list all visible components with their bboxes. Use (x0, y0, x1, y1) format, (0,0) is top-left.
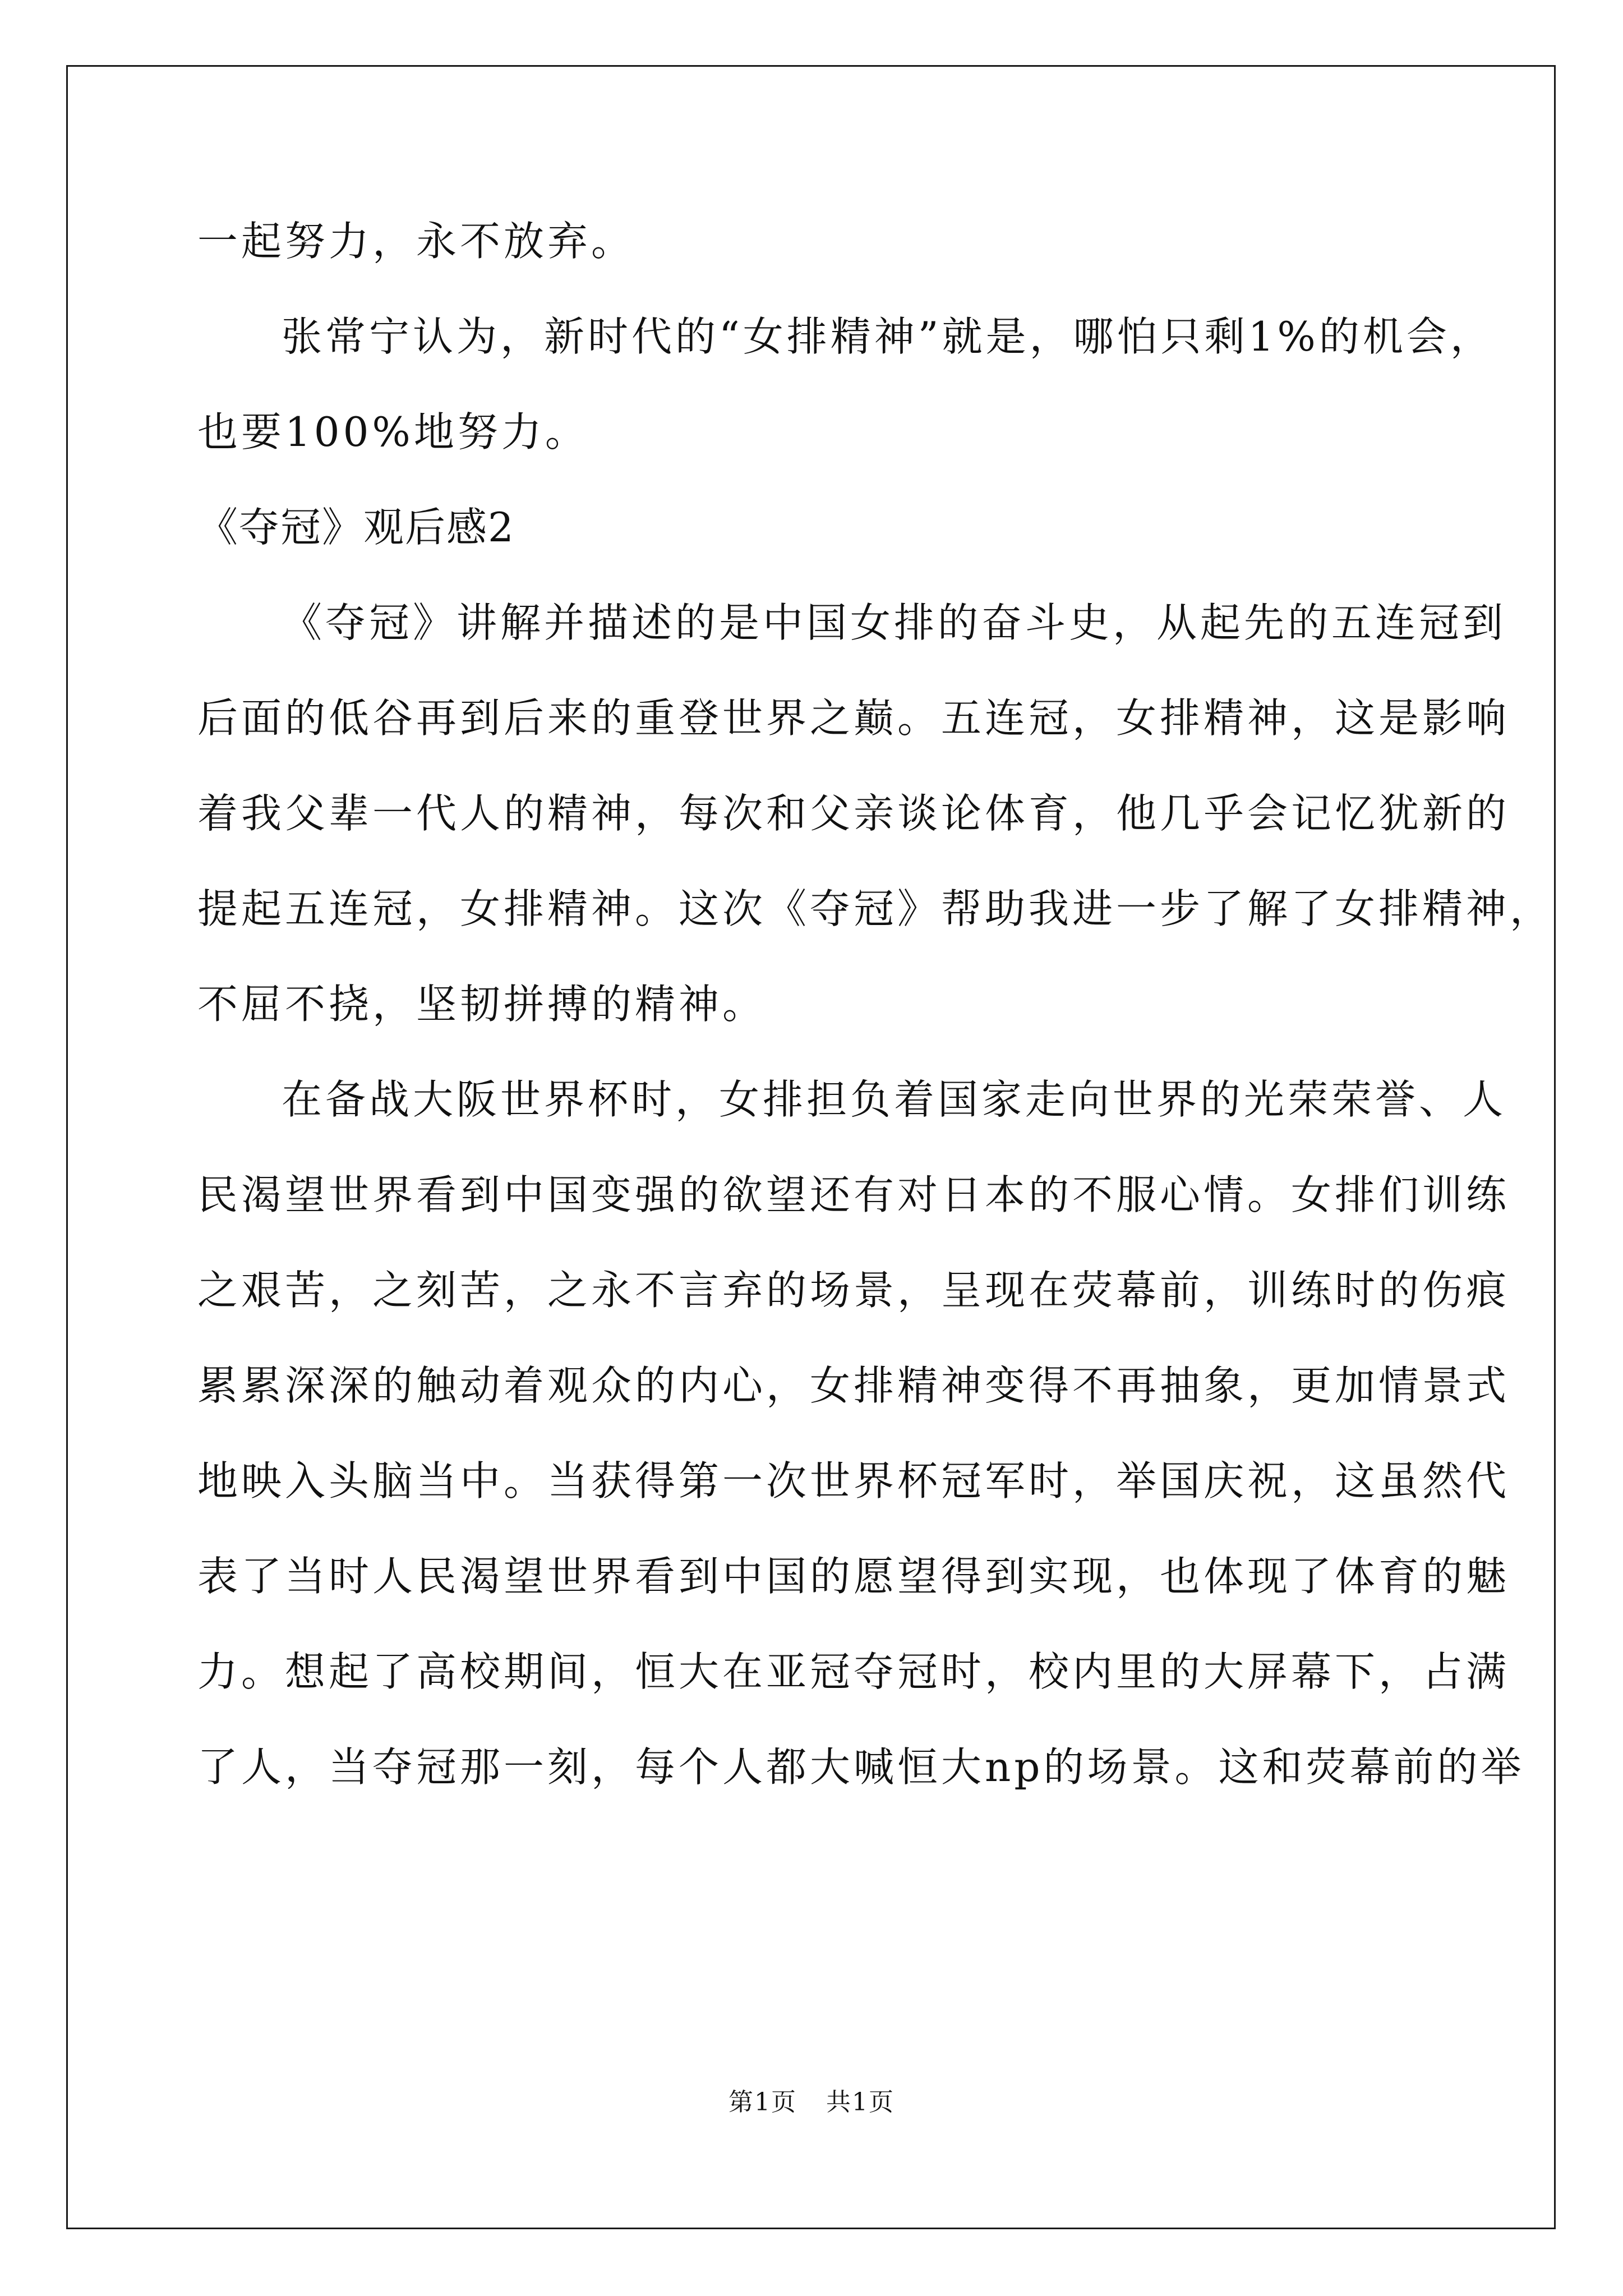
page-footer (0, 2086, 1623, 2119)
text-line: 提起五连冠，女排精神。这次《夺冠》帮助我进一步了解了女排精神， (197, 885, 1554, 932)
text-line: 了人，当夺冠那一刻，每个人都大喊恒大np的场景。这和荧幕前的举 (197, 1743, 1525, 1791)
text-line: 民渴望世界看到中国变强的欲望还有对日本的不服心情。女排们训练 (197, 1171, 1510, 1218)
text-line: 力。想起了高校期间，恒大在亚冠夺冠时，校内里的大屏幕下，占满 (197, 1648, 1510, 1695)
page-border (66, 65, 1556, 2229)
page-total: 共1页 (826, 2088, 895, 2116)
paragraph-first-line: 张常宁认为，新时代的“女排精神”就是，哪怕只剩1%的机会， (282, 313, 1494, 360)
text-line: 表了当时人民渴望世界看到中国的愿望得到实现，也体现了体育的魅 (197, 1553, 1510, 1600)
text-line: 不屈不挠，坚韧拼搏的精神。 (197, 981, 767, 1028)
paragraph-first-line: 在备战大阪世界杯时，女排担负着国家走向世界的光荣荣誉、人 (282, 1076, 1507, 1123)
page-number: 第1页 (728, 2088, 797, 2116)
text-line: 累累深深的触动着观众的内心，女排精神变得不再抽象，更加情景式 (197, 1362, 1510, 1409)
text-line: 之艰苦，之刻苦，之永不言弃的场景，呈现在荧幕前，训练时的伤痕 (197, 1267, 1510, 1314)
text-line: 着我父辈一代人的精神，每次和父亲谈论体育，他几乎会记忆犹新的 (197, 790, 1510, 837)
text-line: 也要100%地努力。 (197, 408, 589, 455)
text-line: 一起努力，永不放弃。 (197, 218, 635, 265)
paragraph-first-line: 《夺冠》讲解并描述的是中国女排的奋斗史，从起先的五连冠到 (282, 599, 1507, 646)
text-line: 后面的低谷再到后来的重登世界之巅。五连冠，女排精神，这是影响 (197, 694, 1510, 742)
section-heading: 《夺冠》观后感2 (197, 504, 515, 551)
text-line: 地映入头脑当中。当获得第一次世界杯冠军时，举国庆祝，这虽然代 (197, 1457, 1510, 1504)
